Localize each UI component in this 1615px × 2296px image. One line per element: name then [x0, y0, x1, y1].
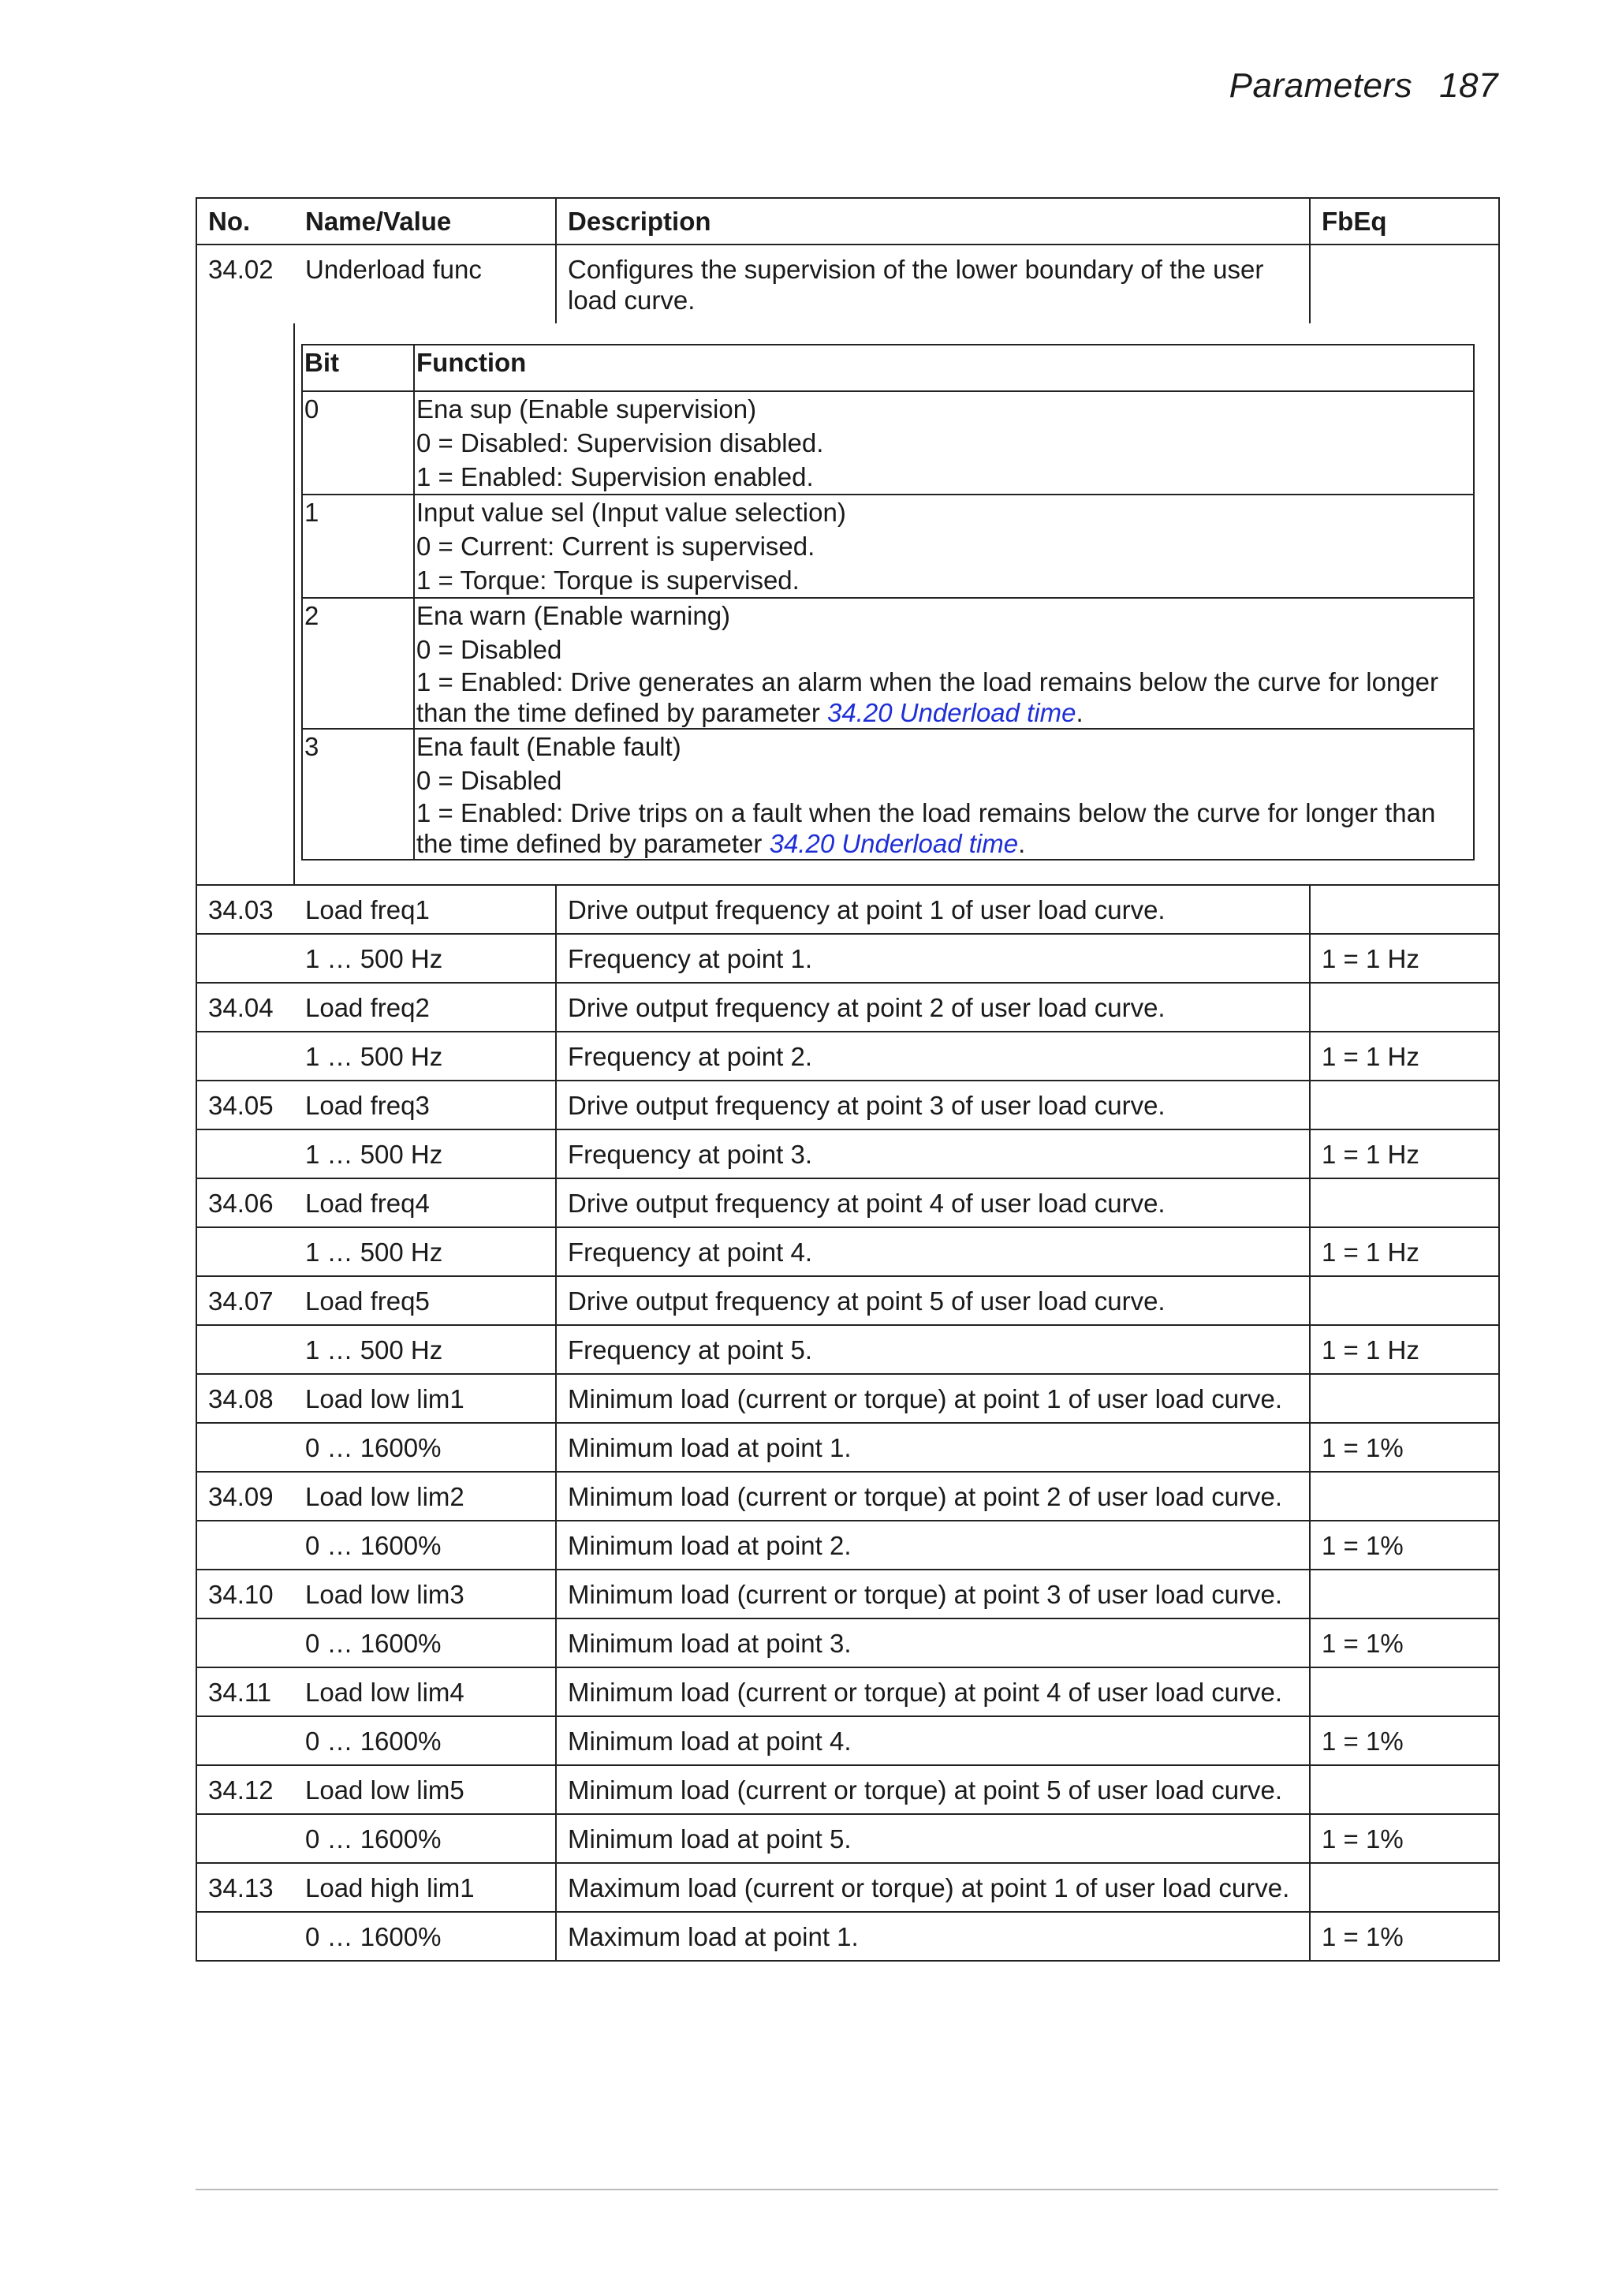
bit-line: Input value sel (Input value selection)	[416, 498, 846, 527]
function-header: Function	[414, 345, 1474, 391]
param-fbeq: 1 = 1 Hz	[1310, 934, 1499, 983]
param-description: Frequency at point 2.	[556, 1032, 1310, 1081]
param-fbeq	[1310, 983, 1499, 1032]
parameter-row	[196, 1472, 1499, 1521]
bit-function	[414, 391, 1474, 495]
bit-number: 1	[302, 495, 414, 598]
bit-table	[301, 344, 1475, 861]
param-description: Minimum load at point 5.	[556, 1814, 1310, 1863]
param-fbeq: 1 = 1 Hz	[1310, 1032, 1499, 1081]
column-header-fbeq: FbEq	[1310, 198, 1499, 245]
value-range-row	[196, 1912, 1499, 1961]
param-name: 0 … 1600%	[294, 1521, 556, 1570]
param-fbeq	[1310, 885, 1499, 934]
bit-number: 0	[302, 391, 414, 495]
param-description: Drive output frequency at point 3 of user load curve.	[556, 1081, 1310, 1129]
param-number	[196, 1227, 294, 1276]
param-number: 34.05	[196, 1081, 294, 1129]
param-name: Load low lim2	[294, 1472, 556, 1521]
param-number	[196, 1618, 294, 1667]
param-number: 34.11	[196, 1667, 294, 1716]
param-name: Load low lim5	[294, 1765, 556, 1814]
value-range-row	[196, 1618, 1499, 1667]
value-range-row	[196, 1227, 1499, 1276]
param-number	[196, 1423, 294, 1472]
table-header-row	[196, 198, 1499, 245]
param-name: Load high lim1	[294, 1863, 556, 1912]
bit-definition-cell	[294, 323, 1499, 885]
bit-function	[414, 598, 1474, 729]
param-name: 1 … 500 Hz	[294, 934, 556, 983]
param-name: Load freq3	[294, 1081, 556, 1129]
bit-line: 0 = Disabled	[416, 766, 562, 795]
param-number: 34.06	[196, 1178, 294, 1227]
param-number	[196, 1129, 294, 1178]
bit-line	[416, 797, 1471, 859]
section-title: Parameters	[1229, 66, 1413, 105]
param-fbeq: 1 = 1 Hz	[1310, 1129, 1499, 1178]
param-fbeq	[1310, 1863, 1499, 1912]
value-range-row	[196, 1423, 1499, 1472]
param-description: Drive output frequency at point 5 of user load curve.	[556, 1276, 1310, 1325]
footer-rule	[196, 2189, 1498, 2190]
param-description: Frequency at point 4.	[556, 1227, 1310, 1276]
column-header-description: Description	[556, 198, 1310, 245]
param-name: Load freq2	[294, 983, 556, 1032]
param-name: 1 … 500 Hz	[294, 1227, 556, 1276]
param-fbeq	[1310, 1667, 1499, 1716]
param-number: 34.04	[196, 983, 294, 1032]
table-row	[196, 245, 1499, 323]
param-name: Underload func	[294, 245, 556, 323]
bit-line-tail: .	[1018, 829, 1026, 858]
param-name: 0 … 1600%	[294, 1618, 556, 1667]
parameter-table	[196, 197, 1500, 1962]
param-description: Minimum load (current or torque) at point 4 of user load curve.	[556, 1667, 1310, 1716]
bit-line: Ena fault (Enable fault)	[416, 732, 681, 761]
param-fbeq	[1310, 1765, 1499, 1814]
param-description: Drive output frequency at point 2 of user load curve.	[556, 983, 1310, 1032]
param-number	[196, 934, 294, 983]
parameter-row	[196, 1276, 1499, 1325]
value-range-row	[196, 1325, 1499, 1374]
param-fbeq: 1 = 1%	[1310, 1423, 1499, 1472]
param-description: Frequency at point 1.	[556, 934, 1310, 983]
param-description: Minimum load at point 3.	[556, 1618, 1310, 1667]
bit-function	[414, 729, 1474, 860]
bit-table-header	[302, 345, 1474, 391]
bit-row	[302, 729, 1474, 860]
param-number: 34.03	[196, 885, 294, 934]
param-number	[196, 1325, 294, 1374]
parameter-row	[196, 1765, 1499, 1814]
param-number	[196, 1912, 294, 1961]
value-range-row	[196, 1521, 1499, 1570]
param-description: Frequency at point 3.	[556, 1129, 1310, 1178]
param-number: 34.10	[196, 1570, 294, 1618]
param-description: Configures the supervision of the lower boundary of the user load curve.	[556, 245, 1310, 323]
bit-line: Ena sup (Enable supervision)	[416, 394, 757, 424]
value-range-row	[196, 1814, 1499, 1863]
parameter-row	[196, 1081, 1499, 1129]
param-number: 34.07	[196, 1276, 294, 1325]
param-name: 1 … 500 Hz	[294, 1032, 556, 1081]
param-description: Minimum load (current or torque) at point 1 of user load curve.	[556, 1374, 1310, 1423]
value-range-row	[196, 1129, 1499, 1178]
param-description: Minimum load at point 4.	[556, 1716, 1310, 1765]
bit-line-text: 1 = Enabled: Drive trips on a fault when the load remains below the curve for longer than the time defined by parameter	[416, 798, 1436, 858]
bit-number: 2	[302, 598, 414, 729]
param-fbeq	[1310, 245, 1499, 323]
param-number	[196, 1814, 294, 1863]
parameter-row	[196, 1374, 1499, 1423]
bit-line: 0 = Disabled	[416, 635, 562, 664]
param-fbeq	[1310, 1570, 1499, 1618]
param-fbeq	[1310, 1374, 1499, 1423]
param-name: 0 … 1600%	[294, 1423, 556, 1472]
value-range-row	[196, 934, 1499, 983]
param-name: 1 … 500 Hz	[294, 1129, 556, 1178]
bit-header: Bit	[302, 345, 414, 391]
bit-line-tail: .	[1076, 698, 1084, 727]
param-name: Load low lim3	[294, 1570, 556, 1618]
param-fbeq: 1 = 1%	[1310, 1814, 1499, 1863]
param-number	[196, 1032, 294, 1081]
param-number	[196, 1716, 294, 1765]
param-number: 34.02	[196, 245, 294, 885]
bit-line	[416, 666, 1471, 728]
param-name: Load freq5	[294, 1276, 556, 1325]
param-name: 0 … 1600%	[294, 1912, 556, 1961]
parameter-row	[196, 1667, 1499, 1716]
parameter-row	[196, 1863, 1499, 1912]
param-description: Maximum load (current or torque) at point 1 of user load curve.	[556, 1863, 1310, 1912]
page-header	[1229, 66, 1498, 106]
bit-line: 1 = Torque: Torque is supervised.	[416, 566, 800, 595]
param-fbeq: 1 = 1 Hz	[1310, 1227, 1499, 1276]
parameter-reference-link[interactable]: 34.20 Underload time	[769, 829, 1019, 858]
param-name: Load freq4	[294, 1178, 556, 1227]
param-fbeq: 1 = 1 Hz	[1310, 1325, 1499, 1374]
param-fbeq: 1 = 1%	[1310, 1618, 1499, 1667]
param-name: Load low lim4	[294, 1667, 556, 1716]
param-name: Load low lim1	[294, 1374, 556, 1423]
parameter-row	[196, 1178, 1499, 1227]
param-description: Maximum load at point 1.	[556, 1912, 1310, 1961]
param-fbeq: 1 = 1%	[1310, 1521, 1499, 1570]
param-description: Minimum load (current or torque) at point 3 of user load curve.	[556, 1570, 1310, 1618]
bit-line-text: 1 = Enabled: Drive generates an alarm when the load remains below the curve for longer than the time defined by parameter	[416, 667, 1438, 727]
bit-line: 0 = Current: Current is supervised.	[416, 532, 815, 561]
bit-line: 1 = Enabled: Supervision enabled.	[416, 462, 814, 491]
parameter-row	[196, 885, 1499, 934]
parameter-reference-link[interactable]: 34.20 Underload time	[826, 698, 1076, 727]
bit-number: 3	[302, 729, 414, 860]
bit-definition-row	[196, 323, 1499, 885]
param-description: Minimum load (current or torque) at point 2 of user load curve.	[556, 1472, 1310, 1521]
param-number: 34.12	[196, 1765, 294, 1814]
bit-row	[302, 598, 1474, 729]
param-number: 34.09	[196, 1472, 294, 1521]
param-description: Minimum load at point 2.	[556, 1521, 1310, 1570]
param-fbeq: 1 = 1%	[1310, 1716, 1499, 1765]
parameter-row	[196, 1570, 1499, 1618]
bit-row	[302, 495, 1474, 598]
bit-line: Ena warn (Enable warning)	[416, 601, 731, 630]
param-description: Drive output frequency at point 1 of user load curve.	[556, 885, 1310, 934]
param-fbeq	[1310, 1276, 1499, 1325]
param-number	[196, 1521, 294, 1570]
param-description: Minimum load at point 1.	[556, 1423, 1310, 1472]
parameter-row	[196, 983, 1499, 1032]
column-header-name: Name/Value	[294, 198, 556, 245]
param-name: 0 … 1600%	[294, 1814, 556, 1863]
param-name: 0 … 1600%	[294, 1716, 556, 1765]
param-fbeq	[1310, 1178, 1499, 1227]
value-range-row	[196, 1716, 1499, 1765]
param-fbeq: 1 = 1%	[1310, 1912, 1499, 1961]
bit-line: 0 = Disabled: Supervision disabled.	[416, 428, 824, 457]
bit-row	[302, 391, 1474, 495]
page-number: 187	[1439, 66, 1498, 105]
param-fbeq	[1310, 1081, 1499, 1129]
param-number: 34.13	[196, 1863, 294, 1912]
value-range-row	[196, 1032, 1499, 1081]
param-name: 1 … 500 Hz	[294, 1325, 556, 1374]
column-header-no: No.	[196, 198, 294, 245]
param-description: Minimum load (current or torque) at point 5 of user load curve.	[556, 1765, 1310, 1814]
param-description: Drive output frequency at point 4 of user load curve.	[556, 1178, 1310, 1227]
param-name: Load freq1	[294, 885, 556, 934]
param-description: Frequency at point 5.	[556, 1325, 1310, 1374]
bit-function	[414, 495, 1474, 598]
param-number: 34.08	[196, 1374, 294, 1423]
param-fbeq	[1310, 1472, 1499, 1521]
